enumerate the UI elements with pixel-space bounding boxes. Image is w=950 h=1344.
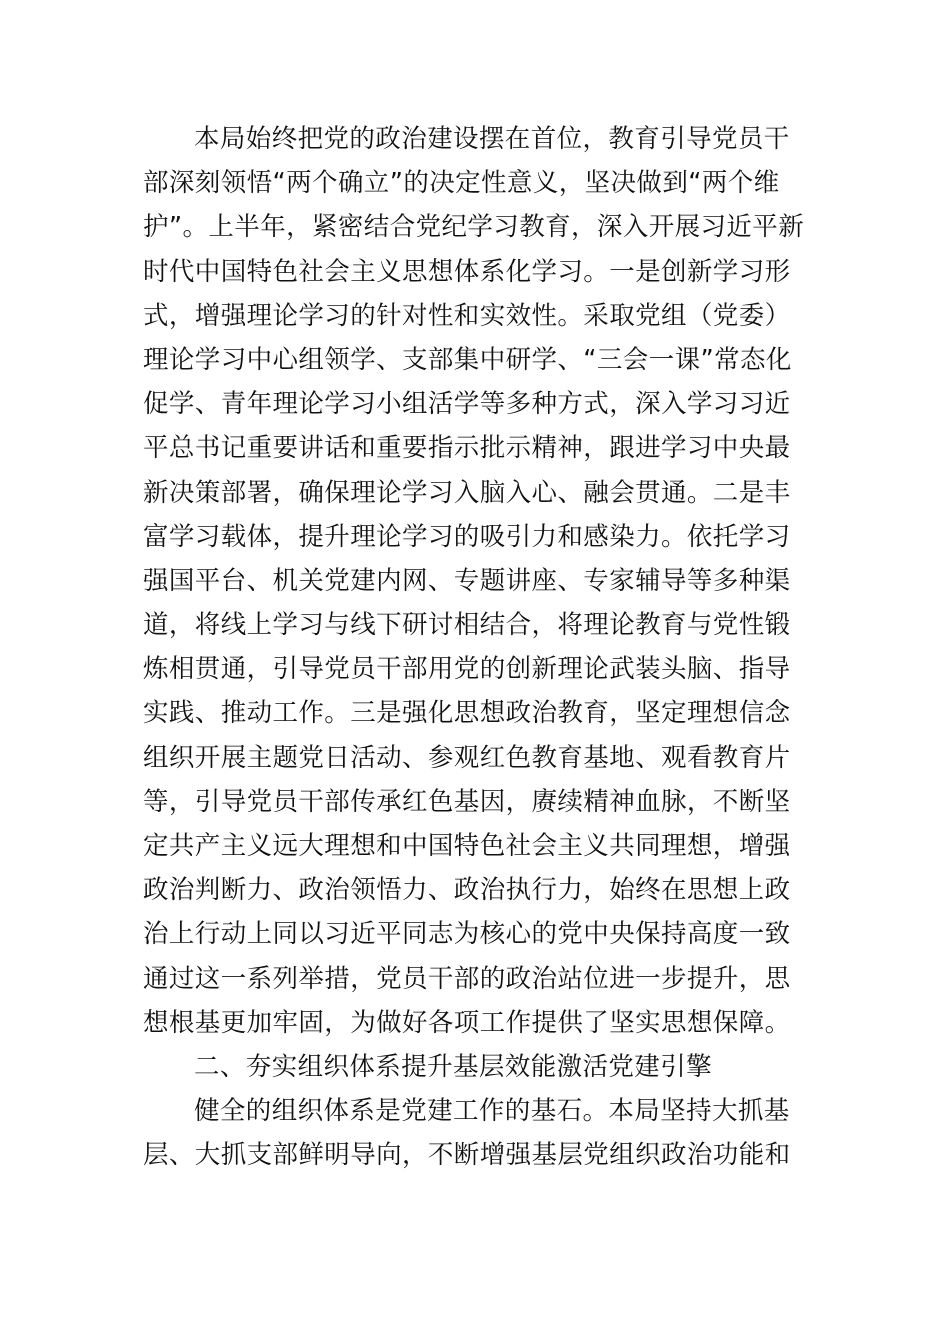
paragraph-line: 富学习载体，提升理论学习的吸引力和感染力。依托学习 [143,521,791,552]
paragraph-line: 层、大抓支部鲜明导向，不断增强基层党组织政治功能和 [143,1140,791,1171]
paragraph-line: 新决策部署，确保理论学习入脑入心、融会贯通。二是丰 [143,477,791,508]
section-heading: 二、夯实组织体系提升基层效能激活党建引擎 [194,1051,713,1082]
paragraph-line: 等，引导党员干部传承红色基因，赓续精神血脉，不断坚 [143,786,791,817]
paragraph-line: 促学、青年理论学习小组活学等多种方式，深入学习习近 [143,389,791,420]
paragraph-line: 定共产主义远大理想和中国特色社会主义共同理想，增强 [143,831,791,861]
paragraph-line: 治上行动上同以习近平同志为核心的党中央保持高度一致 [143,919,791,950]
paragraph-line: 护”。上半年，紧密结合党纪学习教育，深入开展习近平新 [143,212,805,243]
paragraph-line: 通过这一系列举措，党员干部的政治站位进一步提升，思 [143,963,791,994]
paragraph-line: 组织开展主题党日活动、参观红色教育基地、观看教育片 [143,742,791,773]
paragraph-line: 政治判断力、政治领悟力、政治执行力，始终在思想上政 [143,875,791,906]
paragraph-line: 实践、推动工作。三是强化思想政治教育，坚定理想信念 [143,698,791,729]
paragraph-line: 式，增强理论学习的针对性和实效性。采取党组（党委） [143,300,791,331]
paragraph-line: 健全的组织体系是党建工作的基石。本局坚持大抓基 [194,1096,790,1127]
paragraph-line: 平总书记重要讲话和重要指示批示精神，跟进学习中央最 [143,433,791,464]
paragraph-line: 想根基更加牢固，为做好各项工作提供了坚实思想保障。 [143,1007,791,1038]
paragraph-line: 炼相贯通，引导党员干部用党的创新理论武装头脑、指导 [143,654,791,685]
paragraph-line: 时代中国特色社会主义思想体系化学习。一是创新学习形 [143,256,791,287]
paragraph-line: 道，将线上学习与线下研讨相结合，将理论教育与党性锻 [143,610,791,641]
paragraph-line: 强国平台、机关党建内网、专题讲座、专家辅导等多种渠 [143,565,791,596]
document-body [143,117,813,1178]
paragraph-line: 理论学习中心组领学、支部集中研学、“三会一课”常态化 [143,344,792,375]
paragraph-line: 本局始终把党的政治建设摆在首位，教育引导党员干 [194,124,790,154]
paragraph-2 [143,1089,813,1177]
paragraph-line: 部深刻领悟“两个确立”的决定性意义，坚决做到“两个维 [143,168,780,199]
paragraph-1 [143,117,813,1045]
